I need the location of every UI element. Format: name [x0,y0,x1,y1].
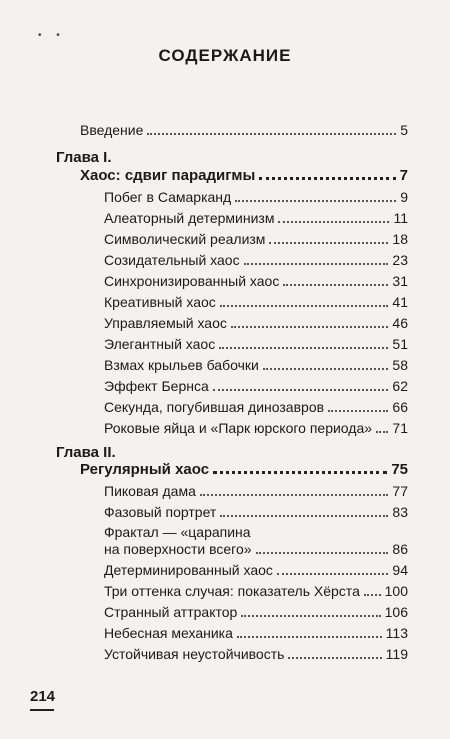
toc-entry-intro [80,122,408,139]
toc-entry-page: 41 [392,294,408,310]
toc-entry-first-line: Фрактал — «царапина [104,524,251,540]
leader-dots [200,494,389,496]
toc-entry-page: 11 [393,210,408,226]
toc-entry [104,541,408,558]
chapter-page: 7 [399,167,408,184]
toc-entry-page: 18 [392,231,408,247]
toc-entry-page: 106 [384,604,408,620]
toc-entry [104,562,408,579]
chapter-title: Регулярный хаос [80,461,210,478]
toc-entry [104,231,408,248]
toc-entry-page: 62 [392,378,408,394]
toc-entry-page: 58 [392,357,408,373]
chapter-2-heading: Глава II. [56,444,116,461]
toc-entry-page: 71 [392,420,408,436]
toc-entry-label: Креативный хаос [104,294,216,310]
toc-entry [104,273,408,290]
toc-entry-label: Роковые яйца и «Парк юрского периода» [104,420,373,436]
toc-entry-label: Управляемый хаос [104,315,227,331]
corner-marks: • • [38,30,66,41]
leader-dots [278,221,389,223]
toc-entry-page: 46 [392,315,408,331]
toc-entry-page: 83 [392,504,408,520]
leader-dots [213,471,387,474]
leader-dots [213,389,389,391]
chapter-2-title-entry [80,461,408,478]
toc-entry-label: Взмах крыльев бабочки [104,357,259,373]
toc-entry-label: Детерминированный хаос [104,562,273,578]
toc-entry [104,189,408,206]
leader-dots [147,133,396,135]
leader-dots [283,284,388,286]
leader-dots [277,573,389,575]
toc-entry [104,357,408,374]
leader-dots [231,326,389,328]
toc-entry-page: 23 [392,252,408,268]
toc-entry [104,252,408,269]
page-title: СОДЕРЖАНИЕ [158,46,292,65]
leader-dots [256,552,389,554]
toc-entry-page: 9 [400,189,408,205]
toc-entry-label: Созидательный хаос [104,252,240,268]
leader-dots [219,347,388,349]
chapter-1-title-entry [80,167,408,184]
toc-entry [104,399,408,416]
toc-entry-label: на поверхности всего» [104,541,252,557]
leader-dots [269,242,388,244]
leader-dots [241,615,380,617]
leader-dots [376,431,388,433]
toc-entry-page: 77 [392,483,408,499]
chapter-page: 75 [391,461,408,478]
toc-entry-label: Элегантный хаос [104,336,216,352]
toc-entry-label: Устойчивая неустойчивость [104,646,285,662]
toc-entry-page: 113 [385,625,408,641]
toc-entry-label: Побег в Самарканд [104,189,232,205]
toc-entry [104,483,408,500]
toc-entry [104,604,408,621]
leader-dots [288,657,381,659]
toc-entry [104,294,408,311]
leader-dots [244,263,389,265]
leader-dots [328,410,388,412]
toc-entry-page: 51 [392,336,408,352]
toc-entry-label: Секунда, погубившая динозавров [104,399,325,415]
toc-entry [104,420,408,437]
toc-entry [104,625,408,642]
leader-dots [220,515,388,517]
toc-entry-label: Символический реализм [104,231,266,247]
toc-entry-label: Три оттенка случая: показатель Хёрста [104,583,360,599]
leader-dots [263,368,389,370]
toc-entry [104,336,408,353]
toc-entry-page: 86 [392,541,408,557]
toc-entry-label: Алеаторный детерминизм [104,210,275,226]
toc-entry-page: 119 [385,646,408,662]
toc-entry-label: Синхронизированный хаос [104,273,280,289]
leader-dots [259,177,395,180]
toc-entry-label: Странный аттрактор [104,604,238,620]
toc-entry-label: Введение [80,122,144,138]
toc-entry-page: 100 [384,583,408,599]
leader-dots [220,305,389,307]
leader-dots [237,636,382,638]
toc-entry [104,646,408,663]
toc-entry-page: 94 [392,562,408,578]
toc-entry-page: 5 [400,122,408,138]
chapter-1-heading: Глава I. [56,149,112,166]
toc-entry-label: Эффект Бернса [104,378,209,394]
toc-entry-label: Фазовый портрет [104,504,217,520]
toc-entry [104,583,408,600]
leader-dots [235,200,396,202]
chapter-title: Хаос: сдвиг парадигмы [80,167,256,184]
toc-entry-label: Небесная механика [104,625,233,641]
toc-entry [104,378,408,395]
leader-dots [364,594,381,596]
toc-entry [104,315,408,332]
toc-entry-label: Пиковая дама [104,483,196,499]
toc-entry [104,504,408,521]
toc-entry [104,210,408,227]
page-number-rule [30,709,54,711]
toc-entry-page: 31 [392,273,408,289]
toc-entry-page: 66 [392,399,408,415]
page-number: 214 [30,688,56,705]
